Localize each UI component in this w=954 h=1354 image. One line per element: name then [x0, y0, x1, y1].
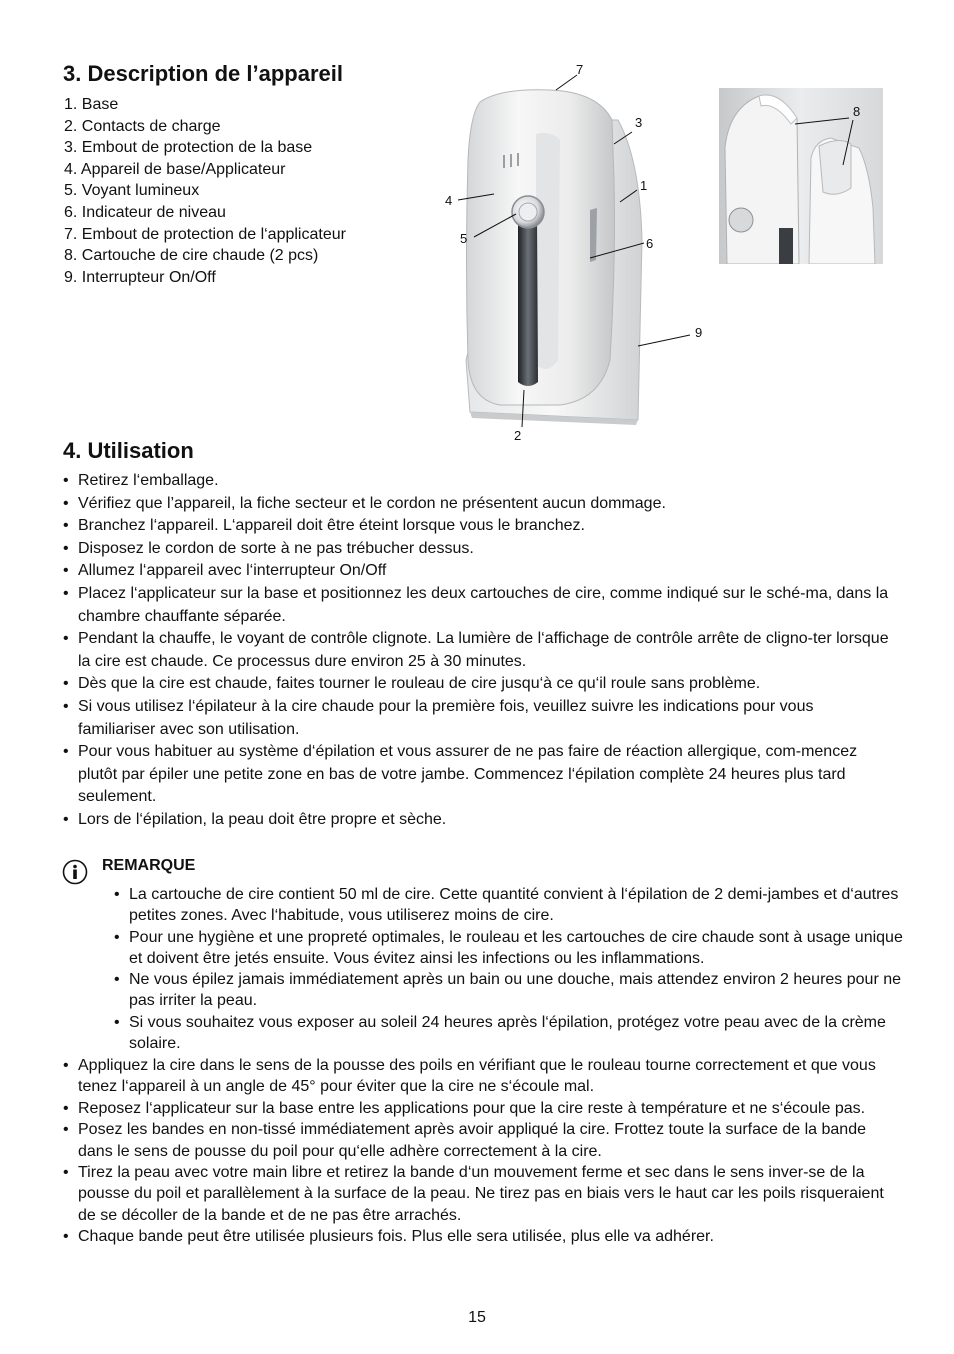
- usage-list: [63, 470, 893, 832]
- callout-8: 8: [853, 104, 861, 119]
- parts-list-item: 4. Appareil de base/Applicateur: [64, 160, 286, 178]
- list-item: • Si vous utilisez l‘épilateur à la cire chaude pour la première fois, veuillez suivre les indications pour vous familiariser avec son utilisation.: [63, 696, 893, 741]
- parts-list-item: 3. Embout de protection de la base: [64, 139, 313, 157]
- section-4-heading: 4. Utilisation: [63, 438, 194, 463]
- note-item: • Ne vous épilez jamais immédiatement après un bain ou une douche, mais attendez environ 2 heures pour ne pas irriter la peau.: [114, 969, 904, 1012]
- parts-list-item: 8. Cartouche de cire chaude (2 pcs): [64, 247, 319, 265]
- list-item: • Pour vous habituer au système d‘épilation et vous assurer de ne pas faire de réaction allergique, com-mencez plutôt par épiler une petite zone en bas de votre jambe. Commencez l‘épilation complète 24 heures plus tard seulement.: [63, 741, 893, 809]
- list-item: • Placez l‘applicateur sur la base et positionnez les deux cartouches de cire, comme indiqué sur le sché-ma, dans la chambre chauffante séparée.: [63, 583, 893, 628]
- callout-6: 6: [646, 236, 654, 251]
- list-item: • Disposez le cordon de sorte à ne pas trébucher dessus.: [63, 538, 893, 561]
- list-item: • Tirez la peau avec votre main libre et retirez la bande d‘un mouvement ferme et sec dans le sens inver-se de la pousse du poil et parallèlement à la surface de la peau. Ne tirez pas en biais vers le haut car les poils risqueraient de se décoller de la bande et de ne pas être arrachés.: [63, 1162, 893, 1226]
- section-3-heading: 3. Description de l’appareil: [63, 61, 343, 86]
- page-number: 15: [468, 1309, 486, 1326]
- callout-5: 5: [460, 231, 468, 246]
- list-item: • Retirez l‘emballage.: [63, 470, 893, 493]
- list-item: • Dès que la cire est chaude, faites tourner le rouleau de cire jusqu‘à ce qu‘il roule sans problème.: [63, 673, 893, 696]
- callout-4: 4: [445, 193, 453, 208]
- list-item: • Lors de l‘épilation, la peau doit être propre et sèche.: [63, 809, 893, 832]
- callout-1: 1: [640, 178, 648, 193]
- parts-list-item: 9. Interrupteur On/Off: [64, 268, 216, 286]
- callout-7: 7: [576, 62, 584, 77]
- note-item: • Si vous souhaitez vous exposer au soleil 24 heures après l‘épilation, protégez votre peau avec de la crème solaire.: [114, 1012, 904, 1055]
- list-item: • Chaque bande peut être utilisée plusieurs fois. Plus elle sera utilisée, plus elle va adhérer.: [63, 1226, 893, 1247]
- info-icon: [62, 859, 88, 885]
- parts-list-item: 5. Voyant lumineux: [64, 182, 200, 200]
- device-illustration: [440, 60, 720, 450]
- list-item: • Appliquez la cire dans le sens de la pousse des poils en vérifiant que le rouleau tourne correctement et que vous tenez l‘appareil à un angle de 45° pour éviter que la cire ne s‘écoule mal.: [63, 1055, 893, 1098]
- note-list: [114, 884, 904, 1054]
- note-title: REMARQUE: [102, 857, 196, 874]
- list-item: • Posez les bandes en non-tissé immédiatement après avoir appliqué la cire. Frottez toute la surface de la bande dans le sens de pousse du poil pour qu‘elle adhère correctement à la cire.: [63, 1119, 893, 1162]
- callout-3: 3: [635, 115, 643, 130]
- callout-2: 2: [514, 428, 522, 443]
- parts-list-item: 1. Base: [64, 96, 119, 113]
- note-item: • La cartouche de cire contient 50 ml de cire. Cette quantité convient à l‘épilation de 2 demi-jambes et d‘autres petites zones. Avec l‘habitude, vous utiliserez moins de cire.: [114, 884, 904, 927]
- list-item: • Pendant la chauffe, le voyant de contrôle clignote. La lumière de l‘affichage de contrôle arrête de cligno-ter lorsque la cire est chaude. Ce processus dure environ 25 à 30 minutes.: [63, 628, 893, 673]
- callout-9: 9: [695, 325, 703, 340]
- parts-list-item: 7. Embout de protection de l‘applicateur: [64, 225, 346, 243]
- parts-list-item: 2. Contacts de charge: [64, 117, 221, 135]
- parts-list-item: 6. Indicateur de niveau: [64, 203, 226, 221]
- list-item: • Reposez l‘applicateur sur la base entre les applications pour que la cire reste à température et ne s‘écoule pas.: [63, 1098, 893, 1119]
- list-item: • Branchez l‘appareil. L‘appareil doit être éteint lorsque vous le branchez.: [63, 515, 893, 538]
- usage-list-continued: [63, 1055, 893, 1248]
- note-item: • Pour une hygiène et une propreté optimales, le rouleau et les cartouches de cire chaude sont à usage unique et doivent être jetés ensuite. Vous évitez ainsi les infections ou les inflammations.: [114, 927, 904, 970]
- parts-list: [64, 94, 346, 288]
- list-item: • Vérifiez que l’appareil, la fiche secteur et le cordon ne présentent aucun dommage.: [63, 493, 893, 516]
- list-item: • Allumez l‘appareil avec l‘interrupteur On/Off: [63, 560, 893, 583]
